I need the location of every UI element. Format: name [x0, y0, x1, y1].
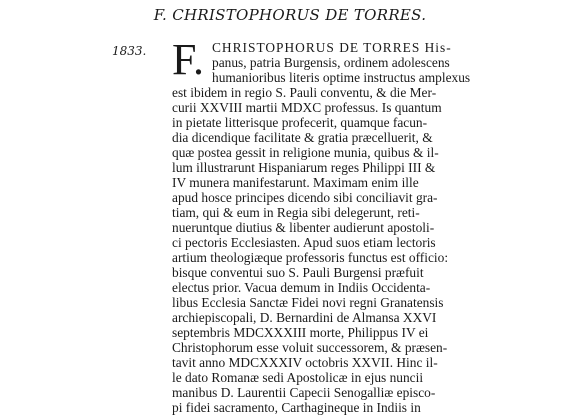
text-line: quæ postea gessit in religione munia, quibus & il- [172, 145, 439, 160]
text-line: tiam, qui & eum in Regia sibi delegerunt, reti- [172, 205, 420, 220]
text-line: archiepiscopali, D. Bernardini de Almansa XXVI [172, 310, 437, 325]
text-line: le dato Romanæ sedi Apostolicæ in ejus nuncii [172, 370, 424, 385]
text-line: panus, patria Burgensis, ordinem adolescens [212, 55, 450, 70]
dropcap: F. [172, 35, 204, 84]
text-line: manibus D. Laurentii Capecii Senogalliæ episco- [172, 385, 436, 400]
entry-number: 1833. [112, 44, 147, 58]
text-line: CHRISTOPHORUS DE TORRES His- [212, 40, 452, 55]
text-line: apud hosce principes dicendo sibi conciliavit gra- [172, 190, 438, 205]
text-line: pi fidei sacramento, Carthagineque in Indiis in [172, 400, 421, 415]
text-line: Christophorum esse voluit successorem, & præsen- [172, 340, 448, 355]
text-line: bisque conventui suo S. Pauli Burgensi præfuit [172, 265, 424, 280]
text-line: ci pectoris Ecclesiasten. Apud suos etiam lectoris [172, 235, 436, 250]
text-line: libus Ecclesia Sanctæ Fidei novi regni Granatensis [172, 295, 444, 310]
text-line: lum illustrarunt Hispaniarum reges Philippi III & [172, 160, 436, 175]
text-line: artium theologiæque professoris functus est officio: [172, 250, 449, 265]
text-line: septembris MDCXXXIII morte, Philippus IV ei [172, 325, 429, 340]
running-head: F. CHRISTOPHORUS DE TORRES. [153, 6, 427, 24]
text-line: electus prior. Vacua demum in Indiis Occidenta- [172, 280, 431, 295]
text-line: IV munera manifestarunt. Maximam enim ille [172, 175, 419, 190]
text-line: dia dicendique facilitate & gratia præcelluerit, & [172, 130, 433, 145]
text-line: est ibidem in regio S. Pauli conventu, & die Mer- [172, 85, 437, 100]
text-line: tavit anno MDCXXXIV octobris XXVII. Hinc il- [172, 355, 438, 370]
text-line: in pietate litterisque profecerit, quamque facun- [172, 115, 428, 130]
text-line: nueruntque diutius & libenter audierunt apostoli- [172, 220, 435, 235]
text-line: humanioribus literis optime instructus amplexus [212, 70, 471, 85]
text-line: curii XXVIII martii MDXC professus. Is quantum [172, 100, 442, 115]
